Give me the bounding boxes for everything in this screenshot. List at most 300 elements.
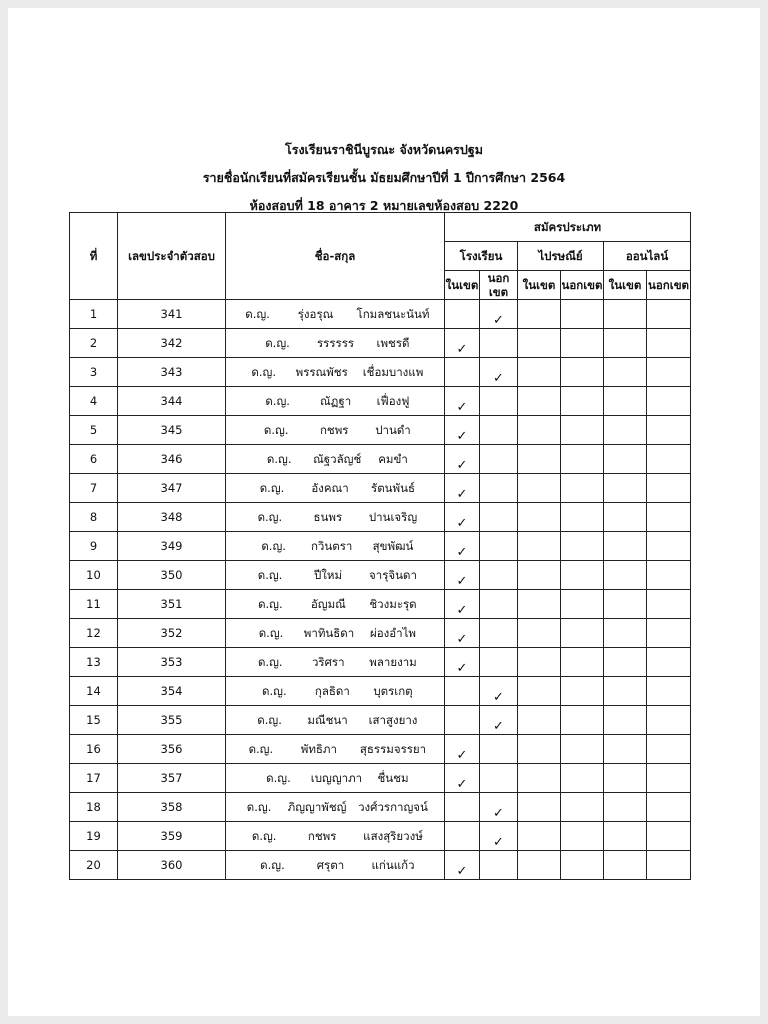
cell-school-in-zone: [445, 445, 480, 474]
cell-post-out-zone: [561, 764, 604, 793]
student-name: [226, 329, 445, 358]
exam-id: 356: [118, 735, 226, 764]
student-name: [226, 677, 445, 706]
checkmark-icon: ✓: [456, 631, 468, 647]
student-name: [226, 561, 445, 590]
cell-post-in-zone: [518, 822, 561, 851]
exam-id: 353: [118, 648, 226, 677]
cell-post-in-zone: [518, 851, 561, 880]
row-number: 4: [70, 387, 118, 416]
cell-school-in-zone: [445, 677, 480, 706]
cell-post-out-zone: [561, 329, 604, 358]
cell-online-out-zone: [647, 793, 691, 822]
name-title: ด.ญ.: [257, 568, 283, 582]
cell-post-out-zone: [561, 503, 604, 532]
row-number: 18: [70, 793, 118, 822]
last-name: เสาสูงยาง: [368, 713, 418, 727]
table-row: [70, 706, 691, 735]
exam-id: 358: [118, 793, 226, 822]
row-number: 13: [70, 648, 118, 677]
student-name: [226, 416, 445, 445]
first-name: ปีใหม่: [314, 568, 343, 582]
cell-post-out-zone: [561, 590, 604, 619]
name-title: ด.ญ.: [261, 539, 286, 553]
name-title: ด.ญ.: [245, 307, 270, 321]
cell-online-out-zone: [647, 822, 691, 851]
cell-online-in-zone: [604, 822, 647, 851]
student-name: [226, 503, 445, 532]
last-name: ปานเจริญ: [368, 510, 418, 524]
cell-post-out-zone: [561, 532, 604, 561]
name-title: ด.ญ.: [246, 800, 272, 814]
checkmark-icon: ✓: [493, 805, 504, 821]
cell-post-in-zone: [518, 329, 561, 358]
cell-online-in-zone: [604, 677, 647, 706]
table-row: [70, 561, 691, 590]
cell-online-in-zone: [604, 764, 647, 793]
cell-post-out-zone: [561, 561, 604, 590]
first-name: กชพร: [319, 423, 349, 437]
cell-post-out-zone: [561, 300, 604, 329]
checkmark-icon: ✓: [456, 660, 468, 676]
header-post: ไปรษณีย์: [518, 242, 604, 271]
last-name: สุขพัฒน์: [372, 539, 414, 553]
cell-online-out-zone: [647, 329, 691, 358]
cell-online-out-zone: [647, 648, 691, 677]
name-title: ด.ญ.: [257, 510, 283, 524]
cell-school-in-zone: [445, 561, 480, 590]
roster-body: [70, 300, 691, 880]
checkmark-icon: ✓: [493, 718, 504, 734]
cell-online-in-zone: [604, 358, 647, 387]
first-name: กุลธิดา: [314, 684, 350, 698]
document-header: [8, 136, 760, 220]
cell-post-in-zone: [518, 358, 561, 387]
row-number: 1: [70, 300, 118, 329]
exam-id: 357: [118, 764, 226, 793]
name-title: ด.ญ.: [266, 452, 292, 466]
last-name: โกมลชนะนันท์: [356, 307, 430, 321]
cell-school-out-zone: [480, 793, 518, 822]
checkmark-icon: ✓: [456, 747, 468, 763]
exam-id: 342: [118, 329, 226, 358]
cell-online-in-zone: [604, 851, 647, 880]
table-row: [70, 677, 691, 706]
first-name: พัทธิภา: [300, 742, 337, 756]
cell-online-out-zone: [647, 735, 691, 764]
cell-school-out-zone: [480, 358, 518, 387]
cell-school-out-zone: [480, 503, 518, 532]
first-name: เบญญาภา: [310, 771, 363, 785]
first-name: กชพร: [307, 829, 337, 843]
last-name: ปานดำ: [375, 423, 411, 437]
cell-post-out-zone: [561, 677, 604, 706]
cell-school-out-zone: [480, 764, 518, 793]
cell-post-out-zone: [561, 851, 604, 880]
table-row: [70, 300, 691, 329]
table-row: [70, 474, 691, 503]
cell-post-out-zone: [561, 793, 604, 822]
checkmark-icon: ✓: [456, 486, 468, 502]
header-exam-id: เลขประจำตัวสอบ: [118, 213, 226, 300]
table-row: [70, 532, 691, 561]
student-name: [226, 619, 445, 648]
last-name: ผ่องอำไพ: [370, 626, 416, 640]
cell-school-in-zone: [445, 416, 480, 445]
cell-online-out-zone: [647, 590, 691, 619]
header-school-in-zone: ในเขต: [445, 271, 480, 300]
cell-post-out-zone: [561, 387, 604, 416]
exam-id: 359: [118, 822, 226, 851]
cell-school-in-zone: [445, 764, 480, 793]
cell-online-in-zone: [604, 300, 647, 329]
cell-school-out-zone: [480, 590, 518, 619]
cell-school-out-zone: [480, 532, 518, 561]
checkmark-icon: ✓: [456, 515, 468, 531]
cell-school-in-zone: [445, 619, 480, 648]
checkmark-icon: ✓: [493, 689, 504, 705]
cell-online-out-zone: [647, 532, 691, 561]
row-number: 3: [70, 358, 118, 387]
student-name: [226, 445, 445, 474]
name-title: ด.ญ.: [260, 858, 285, 872]
checkmark-icon: ✓: [493, 370, 504, 386]
cell-school-in-zone: [445, 590, 480, 619]
checkmark-icon: ✓: [456, 573, 468, 589]
name-title: ด.ญ.: [266, 771, 291, 785]
cell-post-out-zone: [561, 416, 604, 445]
cell-school-in-zone: [445, 648, 480, 677]
last-name: บุตรเกตุ: [373, 684, 413, 698]
first-name: พาทินธิดา: [303, 626, 355, 640]
table-row: [70, 851, 691, 880]
cell-online-in-zone: [604, 706, 647, 735]
row-number: 12: [70, 619, 118, 648]
cell-school-in-zone: [445, 503, 480, 532]
name-title: ด.ญ.: [251, 829, 277, 843]
cell-online-in-zone: [604, 474, 647, 503]
first-name: มณีชนา: [307, 713, 348, 727]
last-name: สุธรรมจรรยา: [359, 742, 427, 756]
cell-online-in-zone: [604, 793, 647, 822]
student-name: [226, 648, 445, 677]
cell-post-in-zone: [518, 793, 561, 822]
first-name: อัญมณี: [310, 597, 346, 611]
cell-online-in-zone: [604, 532, 647, 561]
cell-post-in-zone: [518, 677, 561, 706]
cell-online-in-zone: [604, 590, 647, 619]
cell-online-in-zone: [604, 329, 647, 358]
cell-school-in-zone: [445, 793, 480, 822]
cell-post-out-zone: [561, 822, 604, 851]
cell-school-in-zone: [445, 329, 480, 358]
cell-school-in-zone: [445, 822, 480, 851]
cell-school-out-zone: [480, 619, 518, 648]
exam-id: 354: [118, 677, 226, 706]
row-number: 14: [70, 677, 118, 706]
first-name: ณัฐวลัญช์: [313, 452, 362, 466]
cell-post-in-zone: [518, 735, 561, 764]
name-title: ด.ญ.: [248, 742, 274, 756]
checkmark-icon: ✓: [456, 544, 468, 560]
last-name: แสงสุริยวงษ์: [363, 829, 423, 843]
first-name: ณัฏฐา: [320, 394, 352, 408]
row-number: 17: [70, 764, 118, 793]
student-name: [226, 532, 445, 561]
cell-post-in-zone: [518, 619, 561, 648]
student-name: [226, 358, 445, 387]
document-page: [8, 8, 760, 1016]
header-online-out-zone: นอกเขต: [647, 271, 691, 300]
last-name: ชิวงมะรุด: [369, 597, 417, 611]
first-name: ธนพร: [313, 510, 343, 524]
cell-school-out-zone: [480, 851, 518, 880]
table-row: [70, 503, 691, 532]
cell-post-out-zone: [561, 619, 604, 648]
first-name: รุ่งอรุณ: [297, 307, 334, 321]
cell-school-out-zone: [480, 387, 518, 416]
cell-school-out-zone: [480, 677, 518, 706]
header-no: ที่: [70, 213, 118, 300]
exam-id: 349: [118, 532, 226, 561]
row-number: 9: [70, 532, 118, 561]
table-row: [70, 329, 691, 358]
last-name: เฟื่องฟู: [376, 394, 410, 408]
exam-id: 345: [118, 416, 226, 445]
cell-school-in-zone: [445, 706, 480, 735]
name-title: ด.ญ.: [257, 655, 283, 669]
checkmark-icon: ✓: [456, 341, 468, 357]
cell-school-out-zone: [480, 706, 518, 735]
cell-post-in-zone: [518, 300, 561, 329]
student-name: [226, 300, 445, 329]
table-row: [70, 619, 691, 648]
cell-school-out-zone: [480, 648, 518, 677]
last-name: ชื่นชม: [377, 771, 409, 785]
last-name: แก่นแก้ว: [371, 858, 415, 872]
cell-post-in-zone: [518, 764, 561, 793]
cell-online-out-zone: [647, 619, 691, 648]
row-number: 11: [70, 590, 118, 619]
cell-post-in-zone: [518, 474, 561, 503]
first-name: ภิญญาพัชญ์: [287, 800, 347, 814]
cell-post-out-zone: [561, 706, 604, 735]
exam-id: 344: [118, 387, 226, 416]
cell-post-in-zone: [518, 445, 561, 474]
last-name: รัตนพันธ์: [371, 481, 415, 495]
cell-online-in-zone: [604, 387, 647, 416]
row-number: 8: [70, 503, 118, 532]
first-name: วริศรา: [311, 655, 345, 669]
cell-school-in-zone: [445, 474, 480, 503]
row-number: 7: [70, 474, 118, 503]
cell-post-out-zone: [561, 735, 604, 764]
header-online-in-zone: ในเขต: [604, 271, 647, 300]
header-apply-type: สมัครประเภท: [445, 213, 691, 242]
first-name: พรรณพัชร: [295, 365, 348, 379]
cell-post-in-zone: [518, 706, 561, 735]
cell-online-in-zone: [604, 561, 647, 590]
cell-post-out-zone: [561, 474, 604, 503]
table-row: [70, 416, 691, 445]
cell-post-in-zone: [518, 416, 561, 445]
student-name: [226, 706, 445, 735]
first-name: อังคณา: [311, 481, 349, 495]
cell-online-out-zone: [647, 416, 691, 445]
cell-school-out-zone: [480, 445, 518, 474]
cell-post-out-zone: [561, 358, 604, 387]
exam-id: 350: [118, 561, 226, 590]
table-row: [70, 387, 691, 416]
cell-post-in-zone: [518, 648, 561, 677]
row-number: 20: [70, 851, 118, 880]
checkmark-icon: ✓: [456, 399, 468, 415]
cell-post-in-zone: [518, 503, 561, 532]
row-number: 2: [70, 329, 118, 358]
checkmark-icon: ✓: [456, 776, 468, 792]
cell-school-in-zone: [445, 300, 480, 329]
cell-online-out-zone: [647, 387, 691, 416]
row-number: 5: [70, 416, 118, 445]
name-title: ด.ญ.: [265, 336, 290, 350]
student-name: [226, 793, 445, 822]
table-row: [70, 793, 691, 822]
cell-post-out-zone: [561, 445, 604, 474]
row-number: 15: [70, 706, 118, 735]
row-number: 16: [70, 735, 118, 764]
exam-room-title: ห้องสอบที่ 18 อาคาร 2 หมายเลขห้องสอบ 2220: [249, 198, 519, 213]
cell-online-out-zone: [647, 474, 691, 503]
table-row: [70, 590, 691, 619]
cell-online-out-zone: [647, 445, 691, 474]
checkmark-icon: ✓: [493, 312, 504, 328]
cell-online-in-zone: [604, 503, 647, 532]
name-title: ด.ญ.: [262, 684, 287, 698]
cell-school-out-zone: [480, 416, 518, 445]
cell-online-in-zone: [604, 619, 647, 648]
exam-id: 348: [118, 503, 226, 532]
last-name: พลายงาม: [369, 655, 417, 669]
checkmark-icon: ✓: [456, 602, 468, 618]
checkmark-icon: ✓: [493, 834, 504, 850]
table-row: [70, 648, 691, 677]
cell-online-in-zone: [604, 648, 647, 677]
exam-id: 347: [118, 474, 226, 503]
last-name: วงศ์วรกาญจน์: [358, 800, 428, 814]
name-title: ด.ญ.: [265, 394, 290, 408]
cell-school-in-zone: [445, 851, 480, 880]
cell-post-in-zone: [518, 590, 561, 619]
checkmark-icon: ✓: [456, 457, 468, 473]
cell-online-out-zone: [647, 764, 691, 793]
cell-online-out-zone: [647, 561, 691, 590]
header-post-in-zone: ในเขต: [518, 271, 561, 300]
header-online: ออนไลน์: [604, 242, 691, 271]
header-school-out-zone: นอกเขต: [480, 271, 518, 300]
student-name: [226, 822, 445, 851]
cell-online-in-zone: [604, 416, 647, 445]
cell-school-out-zone: [480, 561, 518, 590]
table-row: [70, 822, 691, 851]
cell-school-out-zone: [480, 822, 518, 851]
name-title: ด.ญ.: [257, 713, 282, 727]
cell-post-out-zone: [561, 648, 604, 677]
cell-school-out-zone: [480, 474, 518, 503]
first-name: ศรุตา: [316, 858, 345, 872]
last-name: เพชรดี: [376, 336, 410, 350]
header-post-out-zone: นอกเขต: [561, 271, 604, 300]
last-name: คมขำ: [378, 452, 408, 466]
table-row: [70, 358, 691, 387]
student-roster-table: [69, 212, 691, 880]
cell-school-out-zone: [480, 329, 518, 358]
cell-online-in-zone: [604, 445, 647, 474]
name-title: ด.ญ.: [258, 626, 284, 640]
exam-id: 351: [118, 590, 226, 619]
name-title: ด.ญ.: [259, 481, 285, 495]
exam-id: 346: [118, 445, 226, 474]
cell-school-in-zone: [445, 358, 480, 387]
exam-id: 343: [118, 358, 226, 387]
student-name: [226, 590, 445, 619]
cell-school-in-zone: [445, 532, 480, 561]
cell-post-in-zone: [518, 387, 561, 416]
cell-online-out-zone: [647, 706, 691, 735]
cell-online-out-zone: [647, 503, 691, 532]
row-number: 10: [70, 561, 118, 590]
cell-online-out-zone: [647, 851, 691, 880]
header-name: ชื่อ-สกุล: [226, 213, 445, 300]
last-name: จารุจินดา: [369, 568, 417, 582]
cell-online-out-zone: [647, 358, 691, 387]
exam-id: 360: [118, 851, 226, 880]
student-name: [226, 764, 445, 793]
cell-post-in-zone: [518, 561, 561, 590]
cell-school-out-zone: [480, 300, 518, 329]
row-number: 19: [70, 822, 118, 851]
student-name: [226, 387, 445, 416]
header-school: โรงเรียน: [445, 242, 518, 271]
name-title: ด.ญ.: [251, 365, 276, 379]
checkmark-icon: ✓: [456, 428, 468, 444]
table-row: [70, 445, 691, 474]
name-title: ด.ญ.: [258, 597, 283, 611]
first-name: กวินตรา: [310, 539, 353, 553]
last-name: เชื่อมบางแพ: [362, 365, 424, 379]
cell-school-in-zone: [445, 387, 480, 416]
first-name: รรรรรร: [316, 336, 355, 350]
cell-online-in-zone: [604, 735, 647, 764]
cell-school-in-zone: [445, 735, 480, 764]
cell-online-out-zone: [647, 677, 691, 706]
cell-school-out-zone: [480, 735, 518, 764]
school-title: โรงเรียนราชินีบูรณะ จังหวัดนครปฐม: [285, 142, 483, 157]
row-number: 6: [70, 445, 118, 474]
cell-online-out-zone: [647, 300, 691, 329]
name-title: ด.ญ.: [263, 423, 289, 437]
student-name: [226, 474, 445, 503]
table-row: [70, 735, 691, 764]
exam-id: 352: [118, 619, 226, 648]
table-row: [70, 764, 691, 793]
exam-id: 355: [118, 706, 226, 735]
exam-id: 341: [118, 300, 226, 329]
list-subtitle: รายชื่อนักเรียนที่สมัครเรียนชั้น มัธยมศึกษาปีที่ 1 ปีการศึกษา 2564: [202, 170, 566, 185]
student-name: [226, 851, 445, 880]
cell-post-in-zone: [518, 532, 561, 561]
student-name: [226, 735, 445, 764]
checkmark-icon: ✓: [456, 863, 468, 879]
